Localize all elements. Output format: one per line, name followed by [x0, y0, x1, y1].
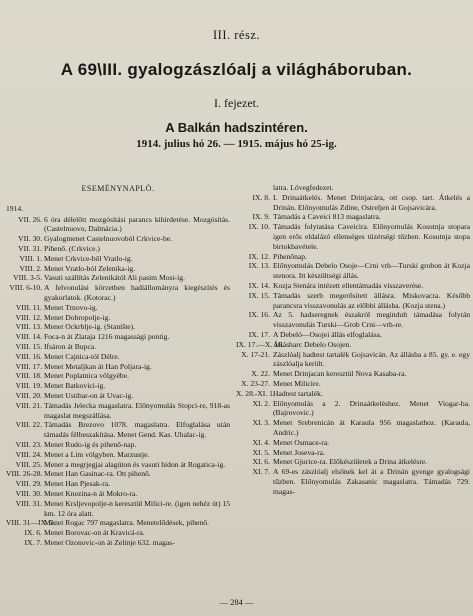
diary-right-column — [236, 183, 470, 595]
entry-date: VIII. 1. — [19, 253, 42, 263]
diary-entry — [6, 381, 230, 391]
page-title: A 69\III. gyalogzászlóalj a világháboruban. — [60, 60, 413, 79]
entry-date: VIII. 29. — [15, 479, 42, 489]
entry-date: VIII. 23. — [15, 439, 42, 449]
entry-text: Menet Metaljkan át Han Poljara-ig. — [44, 361, 152, 371]
entry-text: Menet Trnovo-ig. — [44, 302, 98, 312]
diary-year: 1914. — [6, 203, 24, 213]
entry-date: X. 23-27. — [241, 378, 270, 388]
entry-text: Pihenő. (Crkvice.) — [44, 243, 100, 253]
entry-text: Foca-n át Zlataja 1216 magassági pontig. — [44, 332, 170, 342]
entry-date: VIII. 12. — [15, 312, 42, 322]
entry-date: XI. 3. — [252, 418, 270, 428]
entry-text: Pihenőnap. — [273, 251, 307, 261]
entry-date: VIII. 20. — [15, 390, 42, 400]
entry-text: Menet Ockrblje-ig. (Stanište). — [44, 322, 136, 332]
diary-entry — [6, 460, 230, 470]
entry-date: VIII. 21. — [15, 400, 42, 410]
diary-entry — [6, 391, 230, 401]
entry-text: A 69-es zászlóalj elsőnek kel át a Drinán gyenge gyalogsági tűzben. Előnyomulás Zakasanic magaslatra. Támadás 729. magas- — [273, 467, 470, 496]
diary-entry — [6, 234, 230, 244]
date-range: 1914. julius hó 26. — 1915. május hó 25-ig. — [136, 138, 337, 150]
entry-date: X. 22. — [251, 369, 270, 379]
entry-text: Menet Rudo-ig és pihenő-nap. — [44, 439, 137, 449]
entry-text: Támadás Brezovo 1078. magaslatra. Elfoglalása után támadás félbeszakítása. Menet Gend. Kas. Uhalac-ig. — [44, 420, 230, 440]
entry-text: Támadás szerb megerősített állásra. Miskovacra. Később parancsra visszavonulás az előbbi állásba. (Kozja stena.) — [273, 290, 470, 310]
entry-date: VIII. 15. — [15, 341, 42, 351]
diary-entry — [6, 303, 230, 313]
entry-text: Menet Vratlo-ból Zelenika-ig. — [44, 263, 136, 273]
entry-date: VII. 31. — [18, 243, 42, 253]
entry-text: Menet Han Gasinac-ra. Ott pihenő. — [44, 469, 151, 479]
entry-date: X. 28.-XI. 1. — [236, 388, 275, 398]
section-subtitle: A Balkán hadszintéren. — [165, 120, 308, 135]
entry-text: Menet a Lim völgyben. Marzustje. — [44, 449, 150, 459]
entry-text: Menet Poplatnica völgyébe. — [44, 371, 129, 381]
entry-date: VIII. 25. — [15, 459, 42, 469]
entry-text: 6 óra délelőtt mozgósítási parancs kihirdetése. Mozgósítás. (Castelnuovo, Dalmácia.) — [44, 214, 230, 234]
diary-entry — [236, 222, 470, 251]
diary-entry — [236, 252, 470, 262]
diary-entry — [6, 254, 230, 264]
entry-text: Hadtest tartalék. — [273, 388, 323, 398]
entry-date: IX. 6. — [24, 528, 42, 538]
entry-date: X. 17-21. — [241, 349, 270, 359]
entry-date: XI. 5. — [252, 447, 270, 457]
diary-entry — [6, 450, 230, 460]
entry-date: VIII. 26-28. — [6, 469, 43, 479]
diary-entry — [6, 322, 230, 332]
entry-text: Menet Gjurice-ra. Előkészületek a Drina átkelésre. — [273, 457, 428, 467]
diary-entry — [236, 330, 470, 340]
page-number: — 284 — — [219, 597, 254, 607]
diary-entry — [6, 273, 230, 283]
entry-text: I. Drinaátkelés. Menet Drinjacára, ott csop. tart. Átkelés a Drinán. Előnyomulás Zdine, Ostreljen át Gojsavicára. — [273, 192, 470, 212]
entry-date: VII. 26. — [18, 214, 42, 224]
entry-text: Gyalogmenet Castelnuovoból Crkvice-be. — [44, 234, 173, 244]
entry-text: Menet Cajnica-tól Délre. — [44, 351, 120, 361]
diary-entry — [236, 438, 470, 448]
diary-entry — [6, 489, 230, 499]
diary-entry — [236, 193, 470, 213]
entry-text: Zászlóalj hadtest tartalék Gojsavicán. Az állásba a 85. gy. e. egy zászlóalja került. — [273, 349, 470, 369]
diary-entry — [236, 448, 470, 458]
diary-entry — [6, 264, 230, 274]
diary-entry — [236, 369, 470, 379]
entry-date: VIII. 6-10. — [9, 283, 42, 293]
diary-entry — [6, 313, 230, 323]
entry-date: XI. 2. — [252, 398, 270, 408]
diary-entry — [236, 340, 470, 350]
diary-entry — [236, 350, 470, 370]
entry-text: Menet Joseva-ra. — [273, 447, 325, 457]
entry-date: IX. 12. — [248, 251, 270, 261]
entry-date: VIII. 16. — [15, 351, 42, 361]
diary-entry — [236, 399, 470, 419]
diary-entry — [6, 440, 230, 450]
entry-date: VIII. 22. — [15, 420, 42, 430]
diary-entry — [6, 332, 230, 342]
diary-entry — [236, 418, 470, 438]
entry-text: Kozja Stenára intézett ellentámadás visszaverése. — [273, 280, 424, 290]
entry-text: A felvonulási körzetben hadiállományra kiegészítés és gyakorlatok. (Kotorac.) — [44, 283, 230, 302]
diary-entry — [6, 352, 230, 362]
entry-text: Menet Dobropolje-ig. — [44, 312, 111, 322]
diary-entry — [6, 420, 230, 440]
diary-entry — [236, 389, 470, 399]
entry-date: IX. 10. — [248, 222, 270, 232]
left-entry-list — [6, 215, 230, 548]
part-heading: III. rész. — [213, 28, 260, 42]
entry-date: IX. 17. — [248, 329, 270, 339]
entry-text: Menet Han Pjesak-ra. — [44, 479, 111, 489]
diary-entry — [236, 467, 470, 496]
entry-date: VIII. 2. — [19, 263, 42, 273]
entry-date: XI. 4. — [252, 437, 270, 447]
diary-entry — [6, 538, 230, 548]
entry-text: Menet Ustibar-on át Uvac-ig. — [44, 390, 134, 400]
entry-text: Menet Krsljevopolje-n keresztül Milici-re. (igen nehéz út) 15 km. 12 óra alatt. — [44, 498, 230, 518]
diary-entry — [6, 371, 230, 381]
diary-left-column — [6, 184, 230, 594]
diary-entry — [6, 244, 230, 254]
entry-text: Menet Batkovici-ig. — [44, 381, 106, 391]
diary-title: ESEMÉNYNAPLÓ. — [81, 184, 155, 193]
entry-date: VII. 30. — [18, 234, 42, 244]
entry-date: VIII. 11. — [15, 302, 42, 312]
entry-date: VIII. 24. — [15, 449, 42, 459]
entry-date: IX. 9. — [252, 212, 270, 222]
diary-entry — [6, 518, 230, 528]
entry-text: Menet Ozonovic-on át Zelinje 632. magas- — [44, 537, 175, 547]
entry-text: Támadás folytatása Caveicira. Előnyomulás Kosutnja stopara igen erős eldalázó ellenséges tüzérségi tűzben. Kosutnja stopa birtokbavétele. — [273, 222, 470, 251]
diary-entry — [6, 469, 230, 479]
diary-entry — [236, 261, 470, 281]
entry-text: Az 5. hadseregnek északról megindult támadása folytán visszavonulás Turski—Grob Crni—vrh-re. — [273, 310, 470, 330]
entry-text: Menet Crkvice-ből Vratlo-ig. — [44, 253, 133, 263]
entry-date: VIII. 31. — [15, 498, 42, 508]
entry-text: Menet Osmace-ra. — [273, 437, 330, 447]
entry-text: Menet Borovac-on át Kravicá-ra. — [44, 528, 145, 538]
entry-text: Vasuti szállítás Zelenikától Ali pasim Most-ig. — [44, 273, 185, 283]
entry-text: Menet Rogac 797 magaslatra. Menetelődések, pihenő. — [44, 518, 209, 528]
entry-text: Állásharc Debelo Osojen. — [273, 339, 352, 349]
entry-date: VIII. 18. — [15, 371, 42, 381]
diary-entry — [6, 479, 230, 489]
diary-entry — [6, 283, 230, 303]
diary-entry — [6, 528, 230, 538]
continued-entry — [236, 183, 470, 193]
entry-date: VIII. 3-5. — [13, 273, 42, 283]
entry-date: IX. 15. — [248, 290, 270, 300]
entry-text: latra. Lövegfedezet. — [273, 183, 334, 192]
entry-date: IX. 13. — [248, 261, 270, 271]
diary-entry — [6, 342, 230, 352]
diary-entry — [236, 310, 470, 330]
diary-entry — [6, 215, 230, 235]
entry-text: Előnyomulás a 2. Drinaátkeléshez. Menet Viogar-ba. (Bajrovovic.) — [273, 398, 470, 418]
diary-entry — [6, 401, 230, 421]
entry-text: Menet Srebrenicán át Karaula 956 magaslathoz. (Karaula, Andric.) — [273, 418, 470, 437]
diary-entry — [236, 291, 470, 311]
diary-entry — [236, 457, 470, 467]
entry-text: Menet Knezina-n át Mokro-ra. — [44, 488, 138, 498]
entry-date: VIII. 17. — [15, 361, 42, 371]
entry-text: Menet Drinjacan keresztül Nova Kasaba-ra. — [273, 369, 407, 379]
diary-entry — [6, 499, 230, 519]
entry-text: A Debeló—Osojei állás elfoglalása. — [273, 329, 382, 339]
entry-date: VIII. 30. — [15, 488, 42, 498]
entry-date: VIII. 31—IX. 5. — [6, 518, 56, 528]
diary-entry — [236, 379, 470, 389]
entry-date: IX. 8. — [252, 192, 270, 202]
entry-date: IX. 17.—X. 16. — [236, 339, 284, 349]
entry-date: VIII. 14. — [15, 332, 42, 342]
diary-entry — [236, 281, 470, 291]
entry-date: XI. 6. — [252, 457, 270, 467]
entry-text: Ifsáron át Bupca. — [44, 341, 97, 351]
entry-text: Menet a megrjegjai alagúton és vasuti hidon át Rogatica-ig. — [44, 459, 226, 469]
entry-date: XI. 7. — [252, 467, 270, 477]
right-entry-list — [236, 193, 470, 497]
entry-date: VIII. 13. — [15, 322, 42, 332]
entry-date: IX. 14. — [248, 280, 270, 290]
entry-text: Támadás Jelecka magaslatra. Előnyomulás Stopci-re, 918-as magaslat megszállása. — [44, 400, 230, 420]
entry-text: Menet Milicire. — [273, 378, 321, 388]
diary-entry — [6, 362, 230, 372]
entry-date: VIII. 19. — [15, 381, 42, 391]
entry-date: IX. 7. — [24, 537, 42, 547]
diary-entry — [236, 212, 470, 222]
entry-text: Előnyomulás Debelo Osoje—Crni vrh—Turski grobon át Kozja stenora. Itt készültségi állás. — [273, 261, 470, 281]
chapter-heading: I. fejezet. — [214, 96, 259, 110]
entry-text: Támadás a Caveici 813 magaslatra. — [273, 212, 381, 222]
entry-date: IX. 16. — [248, 310, 270, 320]
